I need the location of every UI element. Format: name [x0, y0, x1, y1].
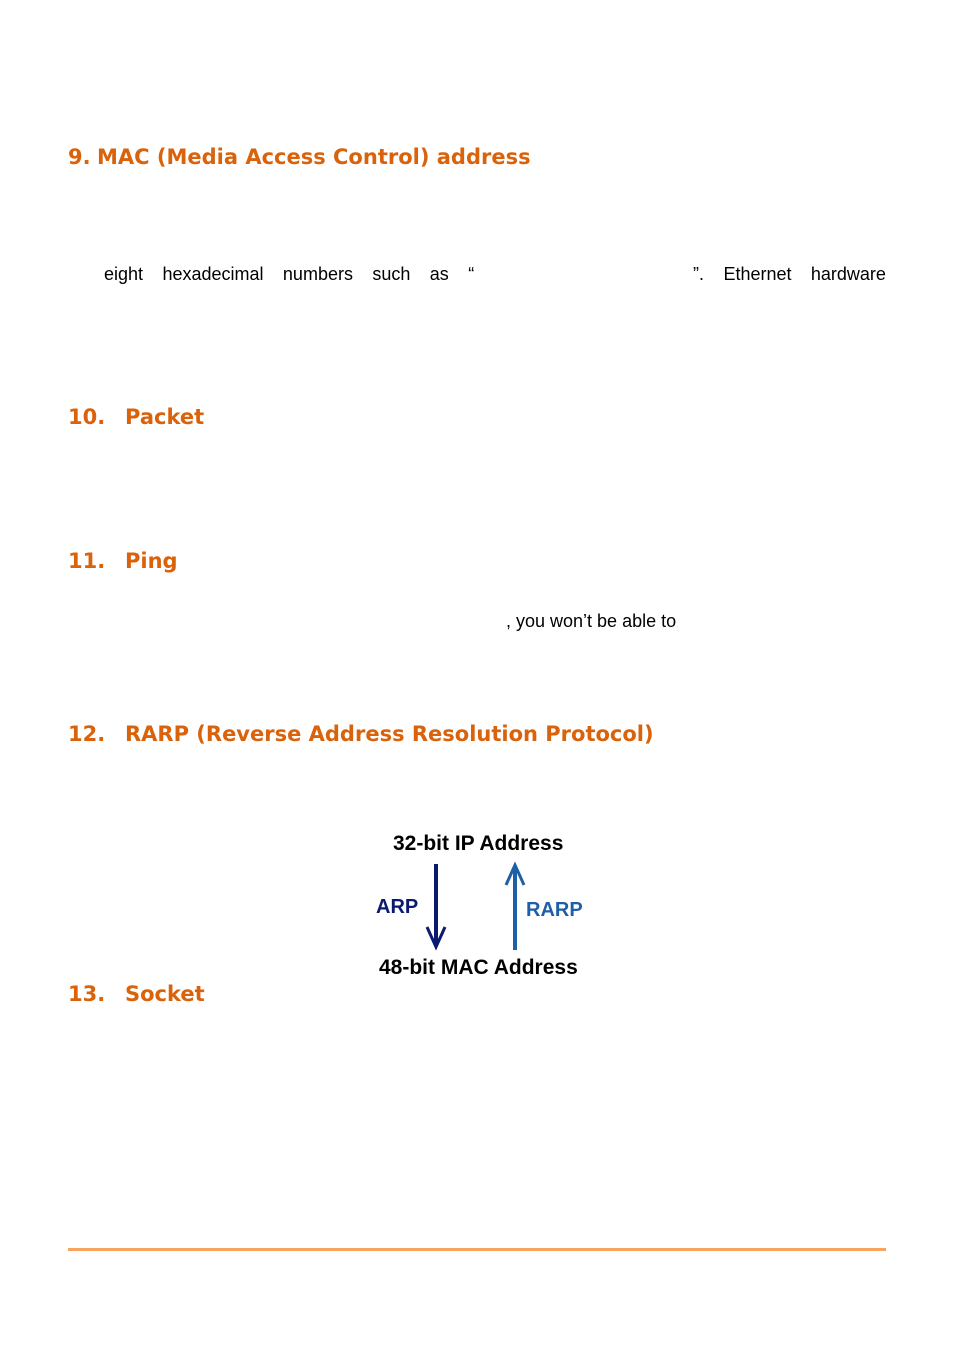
section-title: MAC (Media Access Control) address [97, 145, 531, 169]
text-word: hexadecimal [162, 264, 264, 284]
section-heading-socket [68, 982, 205, 1006]
ping-text-fragment: , you won’t be able to [506, 611, 677, 631]
open-quote: “ [468, 264, 475, 284]
ip-address-label: 32-bit IP Address [393, 832, 564, 855]
text-word: eight [104, 264, 144, 284]
section-title: Packet [125, 405, 205, 429]
section-heading-mac-address [68, 145, 531, 169]
text-word: numbers [282, 264, 353, 284]
close-quote: ”. [693, 264, 705, 284]
section-title: Ping [125, 549, 178, 573]
mac-example-blank [494, 264, 674, 285]
section-title: RARP (Reverse Address Resolution Protocol) [125, 722, 654, 746]
arp-label: ARP [376, 896, 419, 918]
section-heading-rarp [68, 722, 654, 746]
text-word: hardware [810, 264, 886, 284]
section-number: 10. [68, 405, 106, 429]
footer-divider [68, 1248, 886, 1251]
section-title: Socket [125, 982, 205, 1006]
text-word: as [429, 264, 449, 284]
section-heading-ping [68, 549, 178, 573]
text-word: such [372, 264, 411, 284]
section-number: 12. [68, 722, 106, 746]
text-word: Ethernet [723, 264, 792, 284]
mac-address-label: 48-bit MAC Address [379, 956, 578, 979]
section-heading-packet [68, 405, 204, 429]
arp-rarp-diagram [360, 826, 620, 986]
section-number: 11. [68, 549, 106, 573]
rarp-label: RARP [526, 899, 583, 921]
section-number: 13. [68, 982, 106, 1006]
section-number: 9. [68, 145, 91, 169]
mac-address-text-line [104, 264, 886, 285]
